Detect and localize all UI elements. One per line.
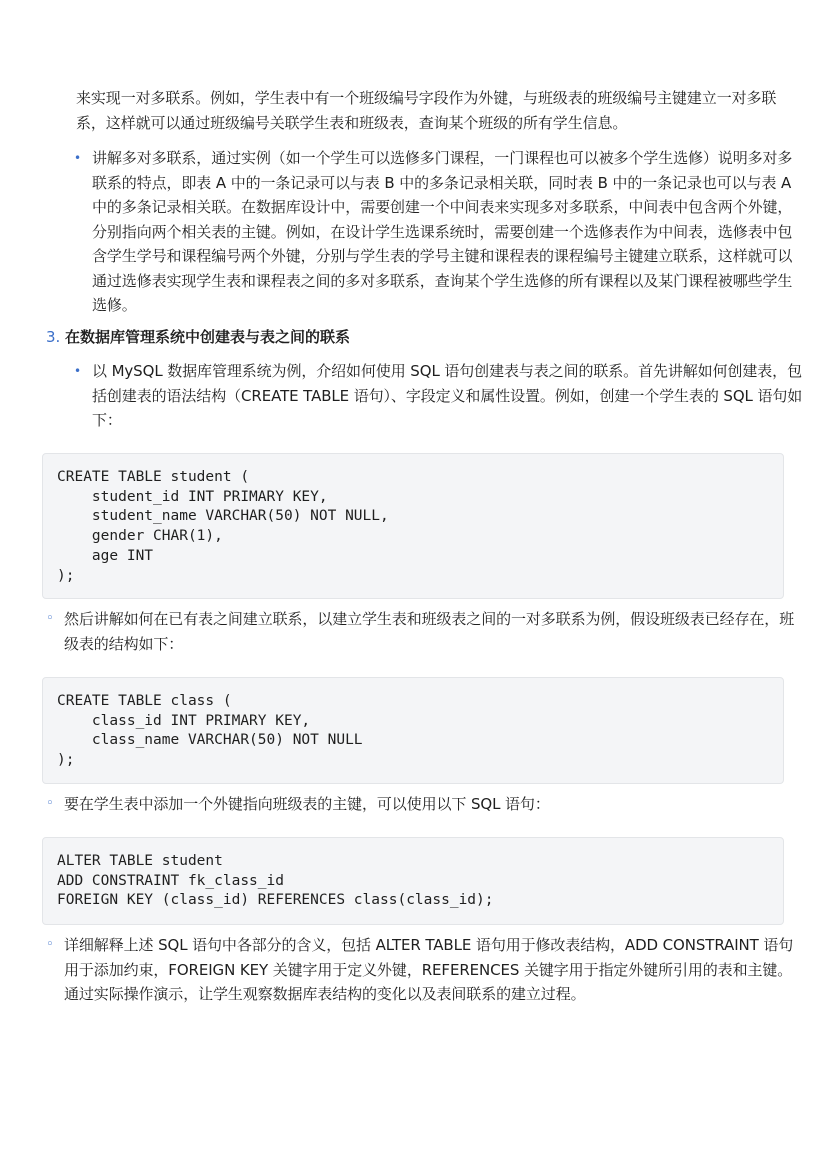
bullet-marker: • xyxy=(74,364,82,378)
intro-paragraph: 来实现一对多联系。例如，学生表中有一个班级编号字段作为外键，与班级表的班级编号主键建立一对多联系，这样就可以通过班级编号关联学生表和班级表，查询某个班级的所有学生信息。 xyxy=(76,89,777,132)
code-block-alter: ALTER TABLE student ADD CONSTRAINT fk_class_id FOREIGN KEY (class_id) REFERENCES class(class_id); xyxy=(42,837,784,925)
fk-intro-text: 要在学生表中添加一个外键指向班级表的主键，可以使用以下 SQL 语句： xyxy=(64,795,550,813)
explain-text: 详细解释上述 SQL 语句中各部分的含义，包括 ALTER TABLE 语句用于修改表结构，ADD CONSTRAINT 语句用于添加约束，FOREIGN KEY 关键字用于定义外键，REFERENCES 关键字用于指定外键所引用的表和主键。通过实际操作演示，让学生观察数据库表结构的变化以及表间联系的建立过程。 xyxy=(64,936,794,1003)
circle-marker: ◦ xyxy=(46,937,54,952)
many-to-many-text: 讲解多对多联系，通过实例（如一个学生可以选修多门课程，一门课程也可以被多个学生选修）说明多对多联系的特点，即表 A 中的一条记录可以与表 B 中的多条记录相关联，同时表 B 中的一条记录也可以与表 A 中的多条记录相关联。在数据库设计中，需要创建一个中间表来实现多对多联系，中间表中包含两个外键，分别指向两个相关表的主键。例如，在设计学生选课系统时，需要创建一个选修表作为中间表，选修表中包含学生学号和课程编号两个外键，分别与学生表的学号主键和课程表的课程编号主键建立联系，这样就可以通过选修表实现学生表和课程表之间的多对多联系，查询某个学生选修的所有课程以及某门课程被哪些学生选修。 xyxy=(92,149,793,314)
code-block-student: CREATE TABLE student ( student_id INT PRIMARY KEY, student_name VARCHAR(50) NOT NULL, gender CHAR(1), age INT ); xyxy=(42,453,784,599)
class-intro-text: 然后讲解如何在已有表之间建立联系，以建立学生表和班级表之间的一对多联系为例，假设班级表已经存在，班级表的结构如下： xyxy=(64,610,795,653)
bullet-marker: • xyxy=(74,151,82,165)
circle-marker: ◦ xyxy=(46,611,54,626)
circle-marker: ◦ xyxy=(46,796,54,811)
code-block-class: CREATE TABLE class ( class_id INT PRIMARY KEY, class_name VARCHAR(50) NOT NULL ); xyxy=(42,677,784,784)
section-heading: 在数据库管理系统中创建表与表之间的联系 xyxy=(65,328,351,346)
mysql-intro-text: 以 MySQL 数据库管理系统为例，介绍如何使用 SQL 语句创建表与表之间的联系。首先讲解如何创建表，包括创建表的语法结构（CREATE TABLE 语句）、字段定义和属性设置。例如，创建一个学生表的 SQL 语句如下： xyxy=(92,362,803,429)
section-number: 3. xyxy=(46,328,61,346)
